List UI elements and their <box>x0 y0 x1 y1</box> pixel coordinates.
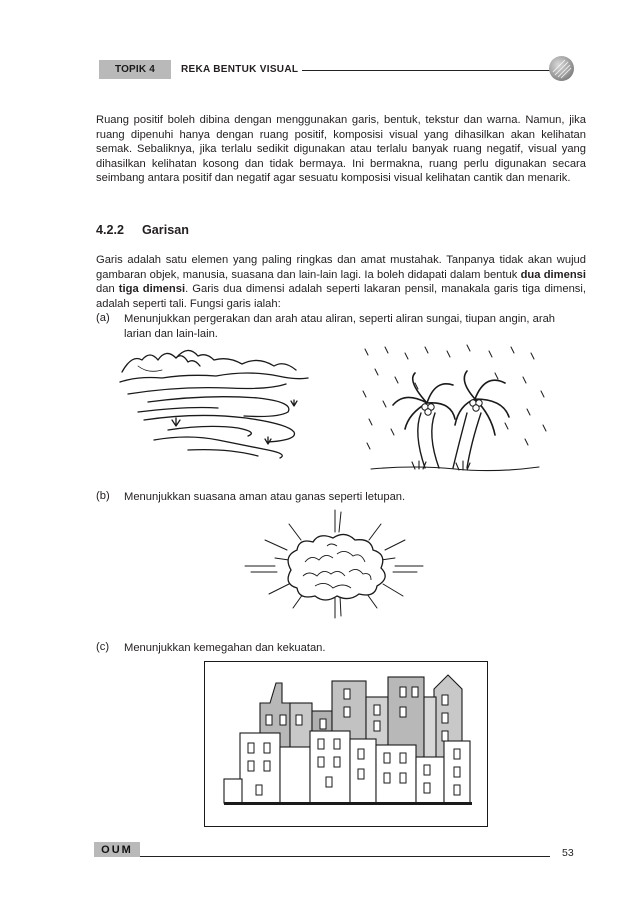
oum-logo: OUM <box>94 842 140 857</box>
section-number: 4.2.2 <box>96 223 125 237</box>
item-c-text: Menunjukkan kemegahan dan kekuatan. <box>124 642 326 654</box>
page-number: 53 <box>562 847 574 859</box>
footer-rule <box>140 856 550 857</box>
topic-label: TOPIK 4 <box>99 60 171 79</box>
explosion-illustration <box>245 510 425 620</box>
item-b-label: (b) <box>96 490 110 502</box>
item-c-label: (c) <box>96 641 110 653</box>
section-title: Garisan <box>142 223 189 237</box>
topic-title: REKA BENTUK VISUAL <box>181 64 299 75</box>
globe-logo-icon <box>549 56 574 81</box>
garisan-text-1: Garis adalah satu elemen yang paling ringkas dan amat mustahak. Tanpanya tidak akan wujud gambaran objek, manusia, suasana dan lain-lain lagi. Ia boleh didapati dalam bentuk <box>96 254 586 281</box>
item-b-text: Menunjukkan suasana aman atau ganas seperti letupan. <box>124 491 406 503</box>
garisan-paragraph <box>96 253 586 311</box>
item-a-text: Menunjukkan pergerakan dan arah atau aliran, seperti aliran sungai, tiupan angin, arah larian dan lain-lain. <box>124 313 556 340</box>
term-tiga-dimensi: tiga dimensi <box>118 283 186 296</box>
header-rule <box>302 70 551 71</box>
item-a-label: (a) <box>96 312 110 324</box>
garisan-text-2: dan <box>96 283 119 296</box>
term-dua-dimensi: dua dimensi <box>520 268 586 281</box>
intro-paragraph: Ruang positif boleh dibina dengan menggunakan garis, bentuk, tekstur dan warna. Namun, jika ruang dipenuhi hanya dengan ruang positif, komposisi visual yang dihasilkan akan kelihatan semak. Sebaliknya, jika terlalu sedikit digunakan atau terlalu banyak ruang negatif, visual yang dihasilkan kelihatan kosong dan tidak bermaya. Ini bermakna, ruang perlu digunakan secara seimbang antara positif dan negatif agar sesuatu komposisi visual kelihatan cantik dan menarik. <box>96 114 586 185</box>
city-skyline-illustration <box>204 661 488 827</box>
river-landscape-illustration <box>118 346 318 466</box>
garisan-text-3: . Garis dua dimensi adalah seperti lakaran pensil, manakala garis tiga dimensi, adalah seperti tali. Fungsi garis ialah: <box>96 283 586 310</box>
section-heading <box>96 223 189 237</box>
windy-palm-tree-illustration <box>355 343 555 478</box>
